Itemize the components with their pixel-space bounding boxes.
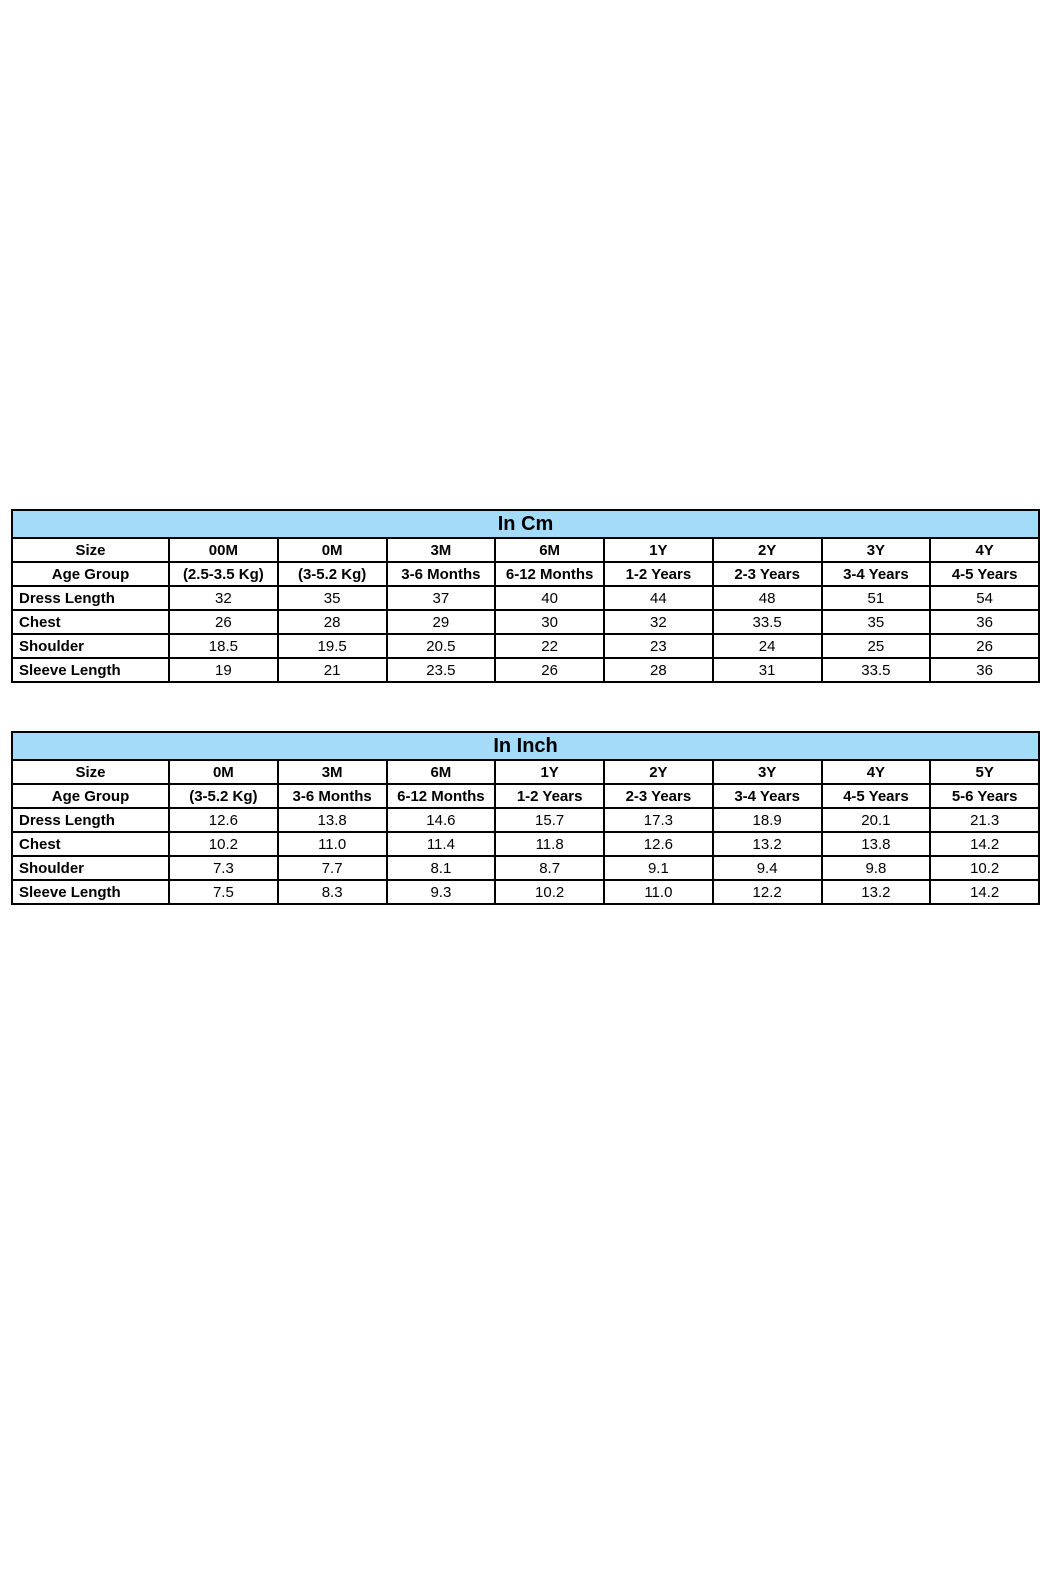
value-cell: 23 [604,634,713,658]
value-cell: 18.5 [169,634,278,658]
value-cell: 26 [495,658,604,682]
table-row [12,880,1039,904]
value-cell: 54 [930,586,1039,610]
value-cell: 28 [604,658,713,682]
value-cell: 11.0 [278,832,387,856]
value-cell: 51 [822,586,931,610]
value-cell: 24 [713,634,822,658]
table-row [12,634,1039,658]
value-cell: 11.8 [495,832,604,856]
row-label: Sleeve Length [12,880,169,904]
table-row [12,808,1039,832]
age-group-cell: 2-3 Years [604,784,713,808]
value-cell: 14.6 [387,808,496,832]
value-cell: 20.1 [822,808,931,832]
table-row [12,586,1039,610]
age-group-cell: 2-3 Years [713,562,822,586]
size-cell: 3M [387,538,496,562]
age-group-cell: 3-4 Years [822,562,931,586]
size-cell: 1Y [495,760,604,784]
age-group-cell: (2.5-3.5 Kg) [169,562,278,586]
value-cell: 19.5 [278,634,387,658]
age-group-cell: 4-5 Years [822,784,931,808]
value-cell: 13.8 [822,832,931,856]
value-cell: 14.2 [930,832,1039,856]
value-cell: 32 [604,610,713,634]
value-cell: 17.3 [604,808,713,832]
age-group-cell: 1-2 Years [495,784,604,808]
size-cell: 0M [169,760,278,784]
value-cell: 7.5 [169,880,278,904]
age-group-header-row [12,784,1039,808]
value-cell: 21 [278,658,387,682]
value-cell: 10.2 [169,832,278,856]
value-cell: 8.1 [387,856,496,880]
row-label: Dress Length [12,808,169,832]
value-cell: 12.2 [713,880,822,904]
row-label: Shoulder [12,634,169,658]
size-cell: 6M [495,538,604,562]
row-label: Shoulder [12,856,169,880]
table-row [12,832,1039,856]
value-cell: 9.8 [822,856,931,880]
value-cell: 13.2 [713,832,822,856]
value-cell: 8.3 [278,880,387,904]
size-cell: 5Y [930,760,1039,784]
size-cell: 4Y [822,760,931,784]
table-row [12,658,1039,682]
row-label: Size [12,538,169,562]
size-cell: 0M [278,538,387,562]
value-cell: 12.6 [604,832,713,856]
value-cell: 22 [495,634,604,658]
row-label: Age Group [12,562,169,586]
size-cell: 4Y [930,538,1039,562]
row-label: Dress Length [12,586,169,610]
value-cell: 13.2 [822,880,931,904]
value-cell: 18.9 [713,808,822,832]
value-cell: 31 [713,658,822,682]
value-cell: 11.0 [604,880,713,904]
value-cell: 7.3 [169,856,278,880]
age-group-cell: 6-12 Months [387,784,496,808]
value-cell: 33.5 [713,610,822,634]
value-cell: 40 [495,586,604,610]
table-title: In Inch [12,732,1039,760]
value-cell: 9.4 [713,856,822,880]
value-cell: 8.7 [495,856,604,880]
size-chart-cm-table [11,509,1040,683]
value-cell: 35 [822,610,931,634]
value-cell: 7.7 [278,856,387,880]
value-cell: 37 [387,586,496,610]
table-row [12,610,1039,634]
age-group-cell: 3-6 Months [278,784,387,808]
table-title: In Cm [12,510,1039,538]
value-cell: 9.1 [604,856,713,880]
value-cell: 26 [930,634,1039,658]
value-cell: 29 [387,610,496,634]
size-chart-inch-table [11,731,1040,905]
size-cell: 3M [278,760,387,784]
size-cell: 00M [169,538,278,562]
age-group-header-row [12,562,1039,586]
size-cell: 2Y [713,538,822,562]
value-cell: 35 [278,586,387,610]
value-cell: 48 [713,586,822,610]
value-cell: 26 [169,610,278,634]
value-cell: 9.3 [387,880,496,904]
value-cell: 32 [169,586,278,610]
value-cell: 15.7 [495,808,604,832]
value-cell: 14.2 [930,880,1039,904]
value-cell: 10.2 [495,880,604,904]
size-header-row [12,760,1039,784]
row-label: Sleeve Length [12,658,169,682]
value-cell: 36 [930,610,1039,634]
value-cell: 19 [169,658,278,682]
age-group-cell: 3-4 Years [713,784,822,808]
age-group-cell: 6-12 Months [495,562,604,586]
age-group-cell: 1-2 Years [604,562,713,586]
value-cell: 36 [930,658,1039,682]
value-cell: 20.5 [387,634,496,658]
size-header-row [12,538,1039,562]
size-cell: 6M [387,760,496,784]
size-cell: 3Y [713,760,822,784]
value-cell: 12.6 [169,808,278,832]
age-group-cell: 4-5 Years [930,562,1039,586]
value-cell: 28 [278,610,387,634]
value-cell: 44 [604,586,713,610]
row-label: Chest [12,610,169,634]
row-label: Size [12,760,169,784]
age-group-cell: 3-6 Months [387,562,496,586]
value-cell: 30 [495,610,604,634]
value-cell: 11.4 [387,832,496,856]
age-group-cell: (3-5.2 Kg) [169,784,278,808]
age-group-cell: (3-5.2 Kg) [278,562,387,586]
value-cell: 21.3 [930,808,1039,832]
size-cell: 3Y [822,538,931,562]
value-cell: 10.2 [930,856,1039,880]
row-label: Age Group [12,784,169,808]
table-row [12,856,1039,880]
value-cell: 13.8 [278,808,387,832]
value-cell: 23.5 [387,658,496,682]
row-label: Chest [12,832,169,856]
size-cell: 1Y [604,538,713,562]
size-cell: 2Y [604,760,713,784]
value-cell: 25 [822,634,931,658]
value-cell: 33.5 [822,658,931,682]
age-group-cell: 5-6 Years [930,784,1039,808]
